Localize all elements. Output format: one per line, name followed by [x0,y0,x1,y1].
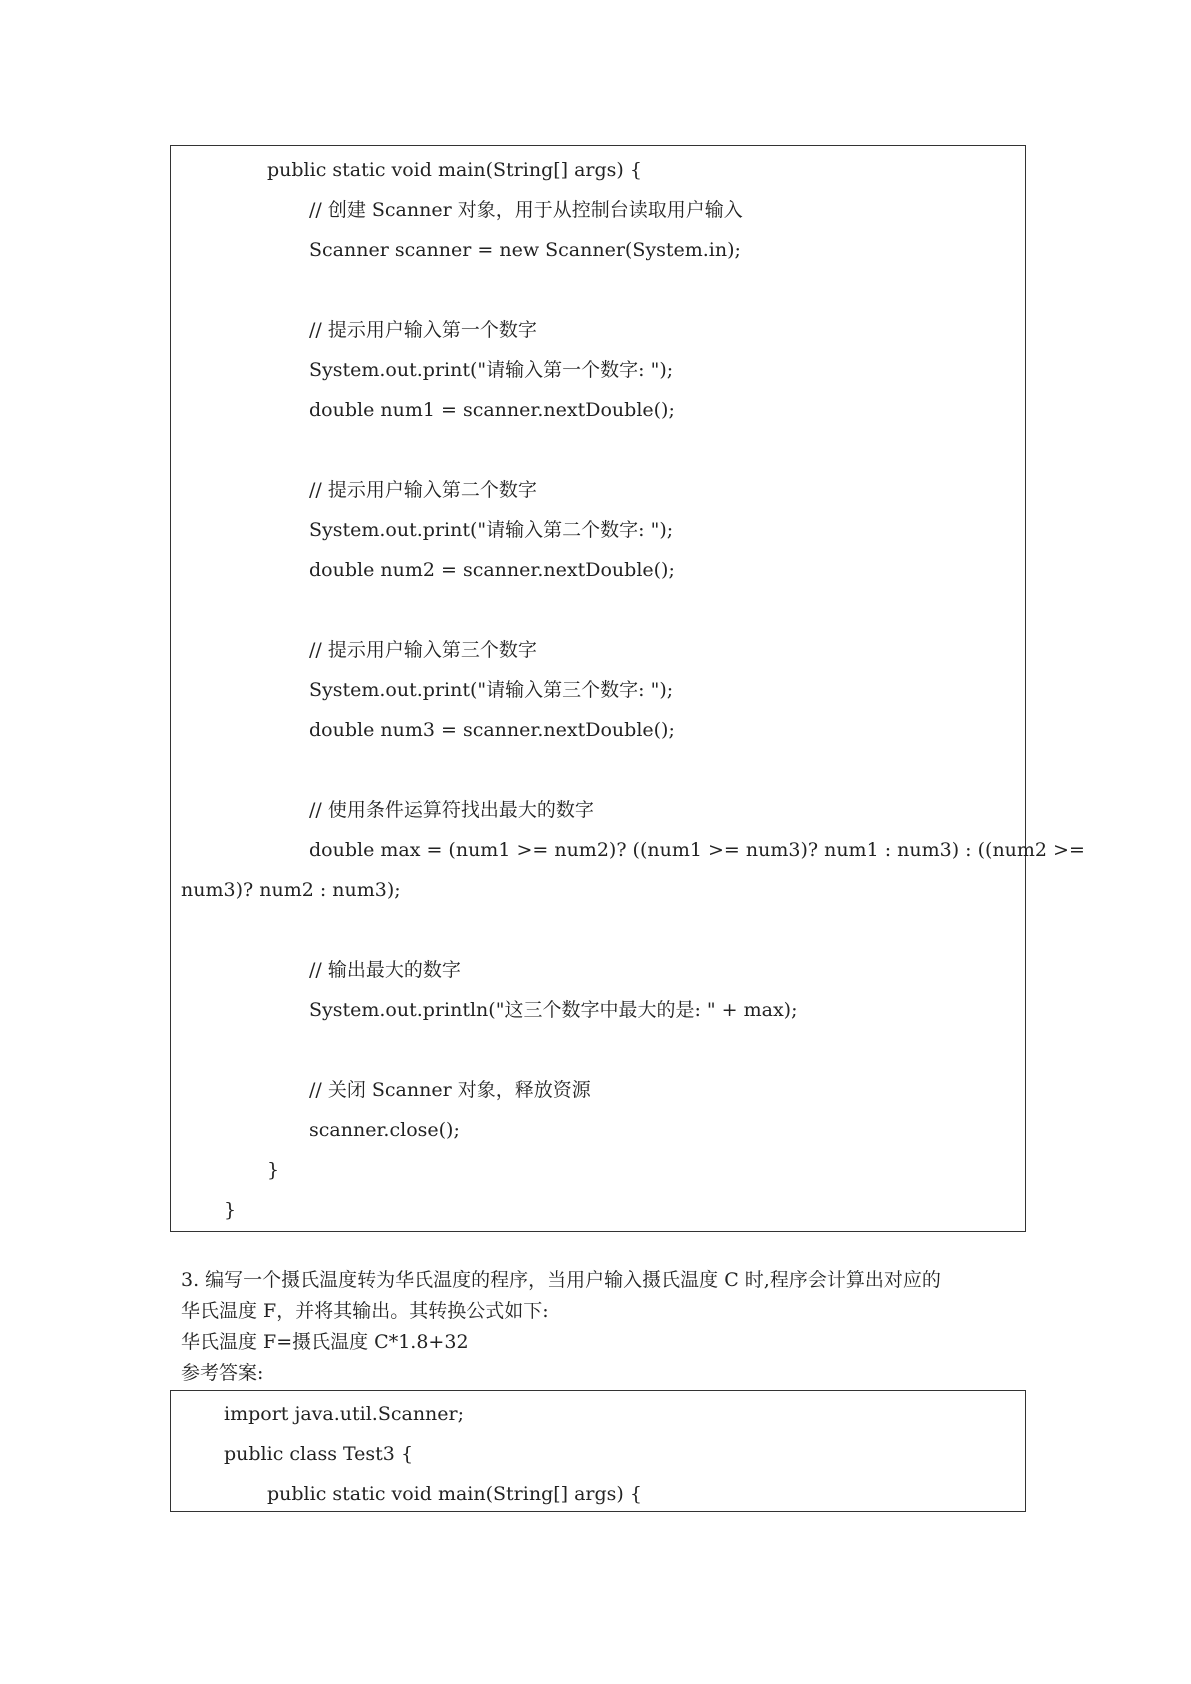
code-line: double num3 = scanner.nextDouble(); [309,719,675,741]
code-brace: } [224,1199,237,1221]
code-comment: // 关闭 Scanner 对象，释放资源 [309,1079,591,1101]
code-line: public static void main(String[] args) { [267,159,642,181]
code-line: System.out.println("这三个数字中最大的是: " + max); [309,999,798,1021]
code-block-test3 [170,1390,1026,1512]
code-line: public static void main(String[] args) { [267,1483,642,1505]
code-line: System.out.print("请输入第二个数字: "); [309,519,674,541]
code-line: import java.util.Scanner; [224,1403,465,1425]
code-line: Scanner scanner = new Scanner(System.in); [309,239,741,261]
code-block-main-method [170,145,1085,1232]
code-line: double max = (num1 >= num2)? ((num1 >= num3)? num1 : num3) : ((num2 >= [309,839,1085,861]
code-line: System.out.print("请输入第三个数字: "); [309,679,674,701]
code-comment: // 提示用户输入第三个数字 [309,639,537,661]
code-line: System.out.print("请输入第一个数字: "); [309,359,674,381]
code-comment: // 使用条件运算符找出最大的数字 [309,799,594,821]
code-line: public class Test3 { [224,1443,414,1465]
code-comment: // 创建 Scanner 对象，用于从控制台读取用户输入 [309,199,743,221]
code-comment: // 输出最大的数字 [309,959,461,981]
code-comment: // 提示用户输入第二个数字 [309,479,537,501]
answer-label: 参考答案: [181,1362,264,1384]
code-line: num3)? num2 : num3); [181,879,401,901]
code-line: double num2 = scanner.nextDouble(); [309,559,675,581]
question-3-text-cont: 华氏温度 F，并将其输出。其转换公式如下: [181,1300,549,1322]
code-line: double num1 = scanner.nextDouble(); [309,399,675,421]
code-brace: } [267,1159,280,1181]
conversion-formula: 华氏温度 F=摄氏温度 C*1.8+32 [181,1331,469,1353]
code-line: scanner.close(); [309,1119,460,1141]
question-3-text: 3. 编写一个摄氏温度转为华氏温度的程序，当用户输入摄氏温度 C 时,程序会计算出对应的 [181,1269,941,1291]
code-comment: // 提示用户输入第一个数字 [309,319,537,341]
